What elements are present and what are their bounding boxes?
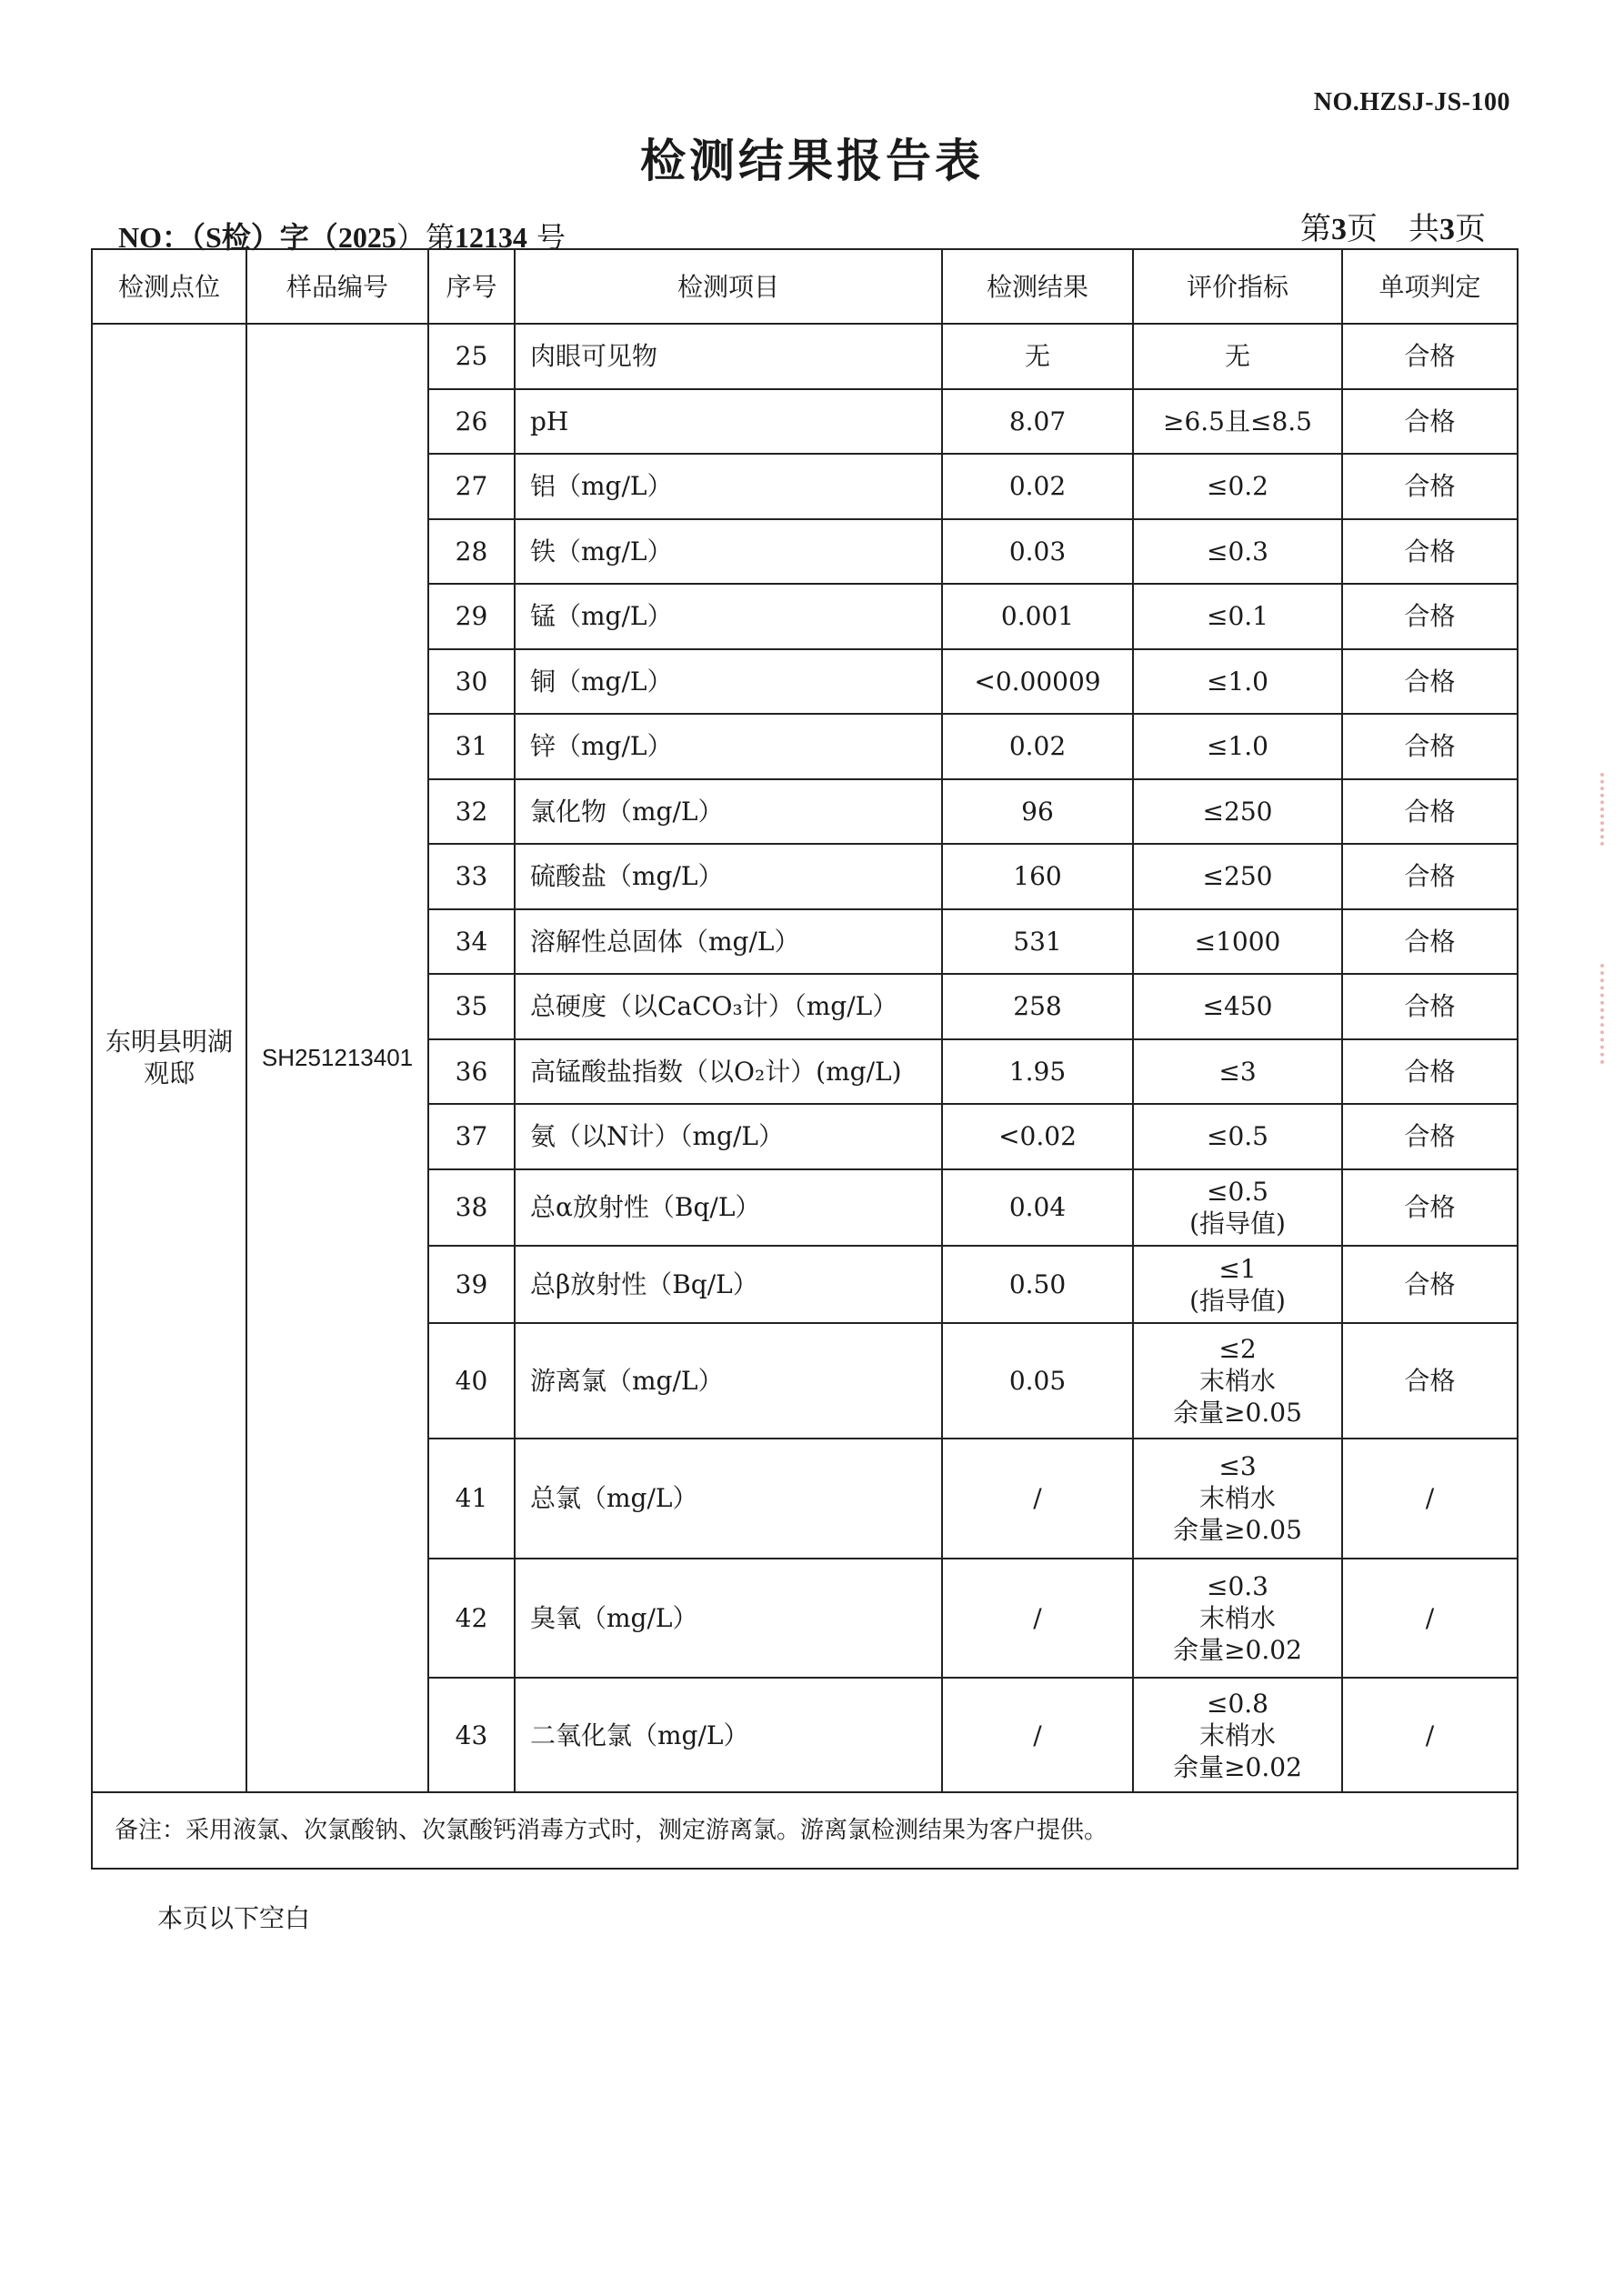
result-cell: 8.07 [942, 389, 1133, 455]
row-number-cell: 28 [428, 519, 515, 585]
standard-cell: ≤3 [1133, 1039, 1342, 1105]
document-code: NO.HZSJ-JS-100 [1313, 88, 1510, 116]
row-number-cell: 31 [428, 714, 515, 779]
verdict-cell: 合格 [1342, 1104, 1518, 1169]
row-number-cell: 30 [428, 649, 515, 715]
standard-cell: ≤0.2 [1133, 454, 1342, 519]
column-header: 样品编号 [246, 249, 428, 324]
test-item-cell: 铝（mg/L） [515, 454, 942, 519]
report-no-suffix: 号 [536, 220, 566, 255]
test-item-cell: 溶解性总固体（mg/L） [515, 909, 942, 975]
standard-cell: ≤1000 [1133, 909, 1342, 975]
test-item-cell: 肉眼可见物 [515, 324, 942, 389]
row-number-cell: 43 [428, 1678, 515, 1792]
verdict-cell: 合格 [1342, 519, 1518, 585]
test-item-cell: 高锰酸盐指数（以O₂计）(mg/L) [515, 1039, 942, 1105]
verdict-cell: 合格 [1342, 649, 1518, 715]
row-number-cell: 26 [428, 389, 515, 455]
test-item-cell: 总β放射性（Bq/L） [515, 1246, 942, 1323]
standard-cell: ≤0.1 [1133, 584, 1342, 649]
column-header: 评价指标 [1133, 249, 1342, 324]
page-current: 3 [1331, 213, 1347, 246]
verdict-cell: 合格 [1342, 1246, 1518, 1323]
table-body [92, 324, 1518, 1869]
verdict-cell: 合格 [1342, 584, 1518, 649]
column-header: 检测结果 [942, 249, 1133, 324]
seal-edge-mark [1600, 773, 1624, 846]
row-number-cell: 33 [428, 844, 515, 909]
standard-cell: ≤2 末梢水 余量≥0.05 [1133, 1323, 1342, 1439]
test-item-cell: 锌（mg/L） [515, 714, 942, 779]
row-number-cell: 38 [428, 1169, 515, 1247]
row-number-cell: 29 [428, 584, 515, 649]
test-item-cell: 铁（mg/L） [515, 519, 942, 585]
test-item-cell: 铜（mg/L） [515, 649, 942, 715]
result-cell: / [942, 1678, 1133, 1792]
verdict-cell: 合格 [1342, 1323, 1518, 1439]
standard-cell: ≤450 [1133, 974, 1342, 1039]
test-item-cell: 游离氯（mg/L） [515, 1323, 942, 1439]
result-cell: 0.50 [942, 1246, 1133, 1323]
row-number-cell: 37 [428, 1104, 515, 1169]
test-item-cell: 总α放射性（Bq/L） [515, 1169, 942, 1247]
verdict-cell: 合格 [1342, 714, 1518, 779]
page-prefix: 第 [1300, 211, 1331, 247]
result-cell: <0.00009 [942, 649, 1133, 715]
blank-page-note: 本页以下空白 [157, 1903, 311, 1933]
result-cell: 0.04 [942, 1169, 1133, 1247]
row-number-cell: 39 [428, 1246, 515, 1323]
column-header: 序号 [428, 249, 515, 324]
test-item-cell: 二氧化氯（mg/L） [515, 1678, 942, 1792]
test-item-cell: 硫酸盐（mg/L） [515, 844, 942, 909]
row-number-cell: 27 [428, 454, 515, 519]
verdict-cell: 合格 [1342, 1169, 1518, 1247]
result-cell: 531 [942, 909, 1133, 975]
test-item-cell: 总氯（mg/L） [515, 1439, 942, 1559]
result-cell: 0.001 [942, 584, 1133, 649]
location-cell: 东明县明湖观邸 [92, 324, 246, 1792]
row-number-cell: 34 [428, 909, 515, 975]
result-cell: 258 [942, 974, 1133, 1039]
result-cell: 0.05 [942, 1323, 1133, 1439]
verdict-cell: 合格 [1342, 324, 1518, 389]
result-cell: / [942, 1439, 1133, 1559]
page-suffix: 页 [1455, 211, 1486, 247]
verdict-cell: 合格 [1342, 909, 1518, 975]
verdict-cell: 合格 [1342, 454, 1518, 519]
test-item-cell: 氯化物（mg/L） [515, 779, 942, 845]
standard-cell: ≤3 末梢水 余量≥0.05 [1133, 1439, 1342, 1559]
verdict-cell: 合格 [1342, 844, 1518, 909]
standard-cell: ≤250 [1133, 779, 1342, 845]
result-cell: 0.02 [942, 714, 1133, 779]
verdict-cell: / [1342, 1678, 1518, 1792]
verdict-cell: 合格 [1342, 779, 1518, 845]
remark-row [92, 1792, 1518, 1869]
column-header: 单项判定 [1342, 249, 1518, 324]
verdict-cell: 合格 [1342, 389, 1518, 455]
sample-id-cell: SH251213401 [246, 324, 428, 1792]
test-item-cell: 总硬度（以CaCO₃计）（mg/L） [515, 974, 942, 1039]
result-cell: 1.95 [942, 1039, 1133, 1105]
report-year: 2025 [337, 221, 396, 254]
table-header-row [92, 249, 1518, 324]
row-number-cell: 36 [428, 1039, 515, 1105]
standard-cell: ≤250 [1133, 844, 1342, 909]
result-cell: 无 [942, 324, 1133, 389]
row-number-cell: 40 [428, 1323, 515, 1439]
test-item-cell: 锰（mg/L） [515, 584, 942, 649]
row-number-cell: 35 [428, 974, 515, 1039]
result-cell: 96 [942, 779, 1133, 845]
row-number-cell: 41 [428, 1439, 515, 1559]
verdict-cell: / [1342, 1559, 1518, 1679]
page-indicator [1300, 204, 1486, 248]
verdict-cell: 合格 [1342, 1039, 1518, 1105]
test-item-cell: 氨（以N计）（mg/L） [515, 1104, 942, 1169]
result-cell: 160 [942, 844, 1133, 909]
remark-text: 备注：采用液氯、次氯酸钠、次氯酸钙消毒方式时，测定游离氯。游离氯检测结果为客户提供。 [92, 1792, 1518, 1869]
test-item-cell: pH [515, 389, 942, 455]
standard-cell: ≤0.5 (指导值) [1133, 1169, 1342, 1247]
row-number-cell: 32 [428, 779, 515, 845]
column-header: 检测点位 [92, 249, 246, 324]
page-total: 3 [1439, 213, 1455, 246]
verdict-cell: / [1342, 1439, 1518, 1559]
standard-cell: ≤1.0 [1133, 714, 1342, 779]
column-header: 检测项目 [515, 249, 942, 324]
report-no-mid: ）第 [396, 220, 455, 255]
result-cell: / [942, 1559, 1133, 1679]
page-title: 检测结果报告表 [640, 134, 984, 187]
standard-cell: ≤0.3 [1133, 519, 1342, 585]
standard-cell: ≤1 (指导值) [1133, 1246, 1342, 1323]
seal-edge-mark [1600, 964, 1624, 1064]
result-cell: 0.02 [942, 454, 1133, 519]
test-item-cell: 臭氧（mg/L） [515, 1559, 942, 1679]
standard-cell: ≤0.5 [1133, 1104, 1342, 1169]
result-cell: 0.03 [942, 519, 1133, 585]
standard-cell: 无 [1133, 324, 1342, 389]
row-number-cell: 42 [428, 1559, 515, 1679]
standard-cell: ≤1.0 [1133, 649, 1342, 715]
verdict-cell: 合格 [1342, 974, 1518, 1039]
report-number-value: 12134 [454, 221, 527, 254]
report-no-label: NO：（S检）字（ [118, 221, 338, 254]
row-number-cell: 25 [428, 324, 515, 389]
page-mid: 页 共 [1347, 211, 1439, 247]
results-table [91, 248, 1519, 1870]
standard-cell: ≤0.8 末梢水 余量≥0.02 [1133, 1678, 1342, 1792]
result-cell: <0.02 [942, 1104, 1133, 1169]
standard-cell: ≤0.3 末梢水 余量≥0.02 [1133, 1559, 1342, 1679]
standard-cell: ≥6.5且≤8.5 [1133, 389, 1342, 455]
table-row [92, 324, 1518, 389]
